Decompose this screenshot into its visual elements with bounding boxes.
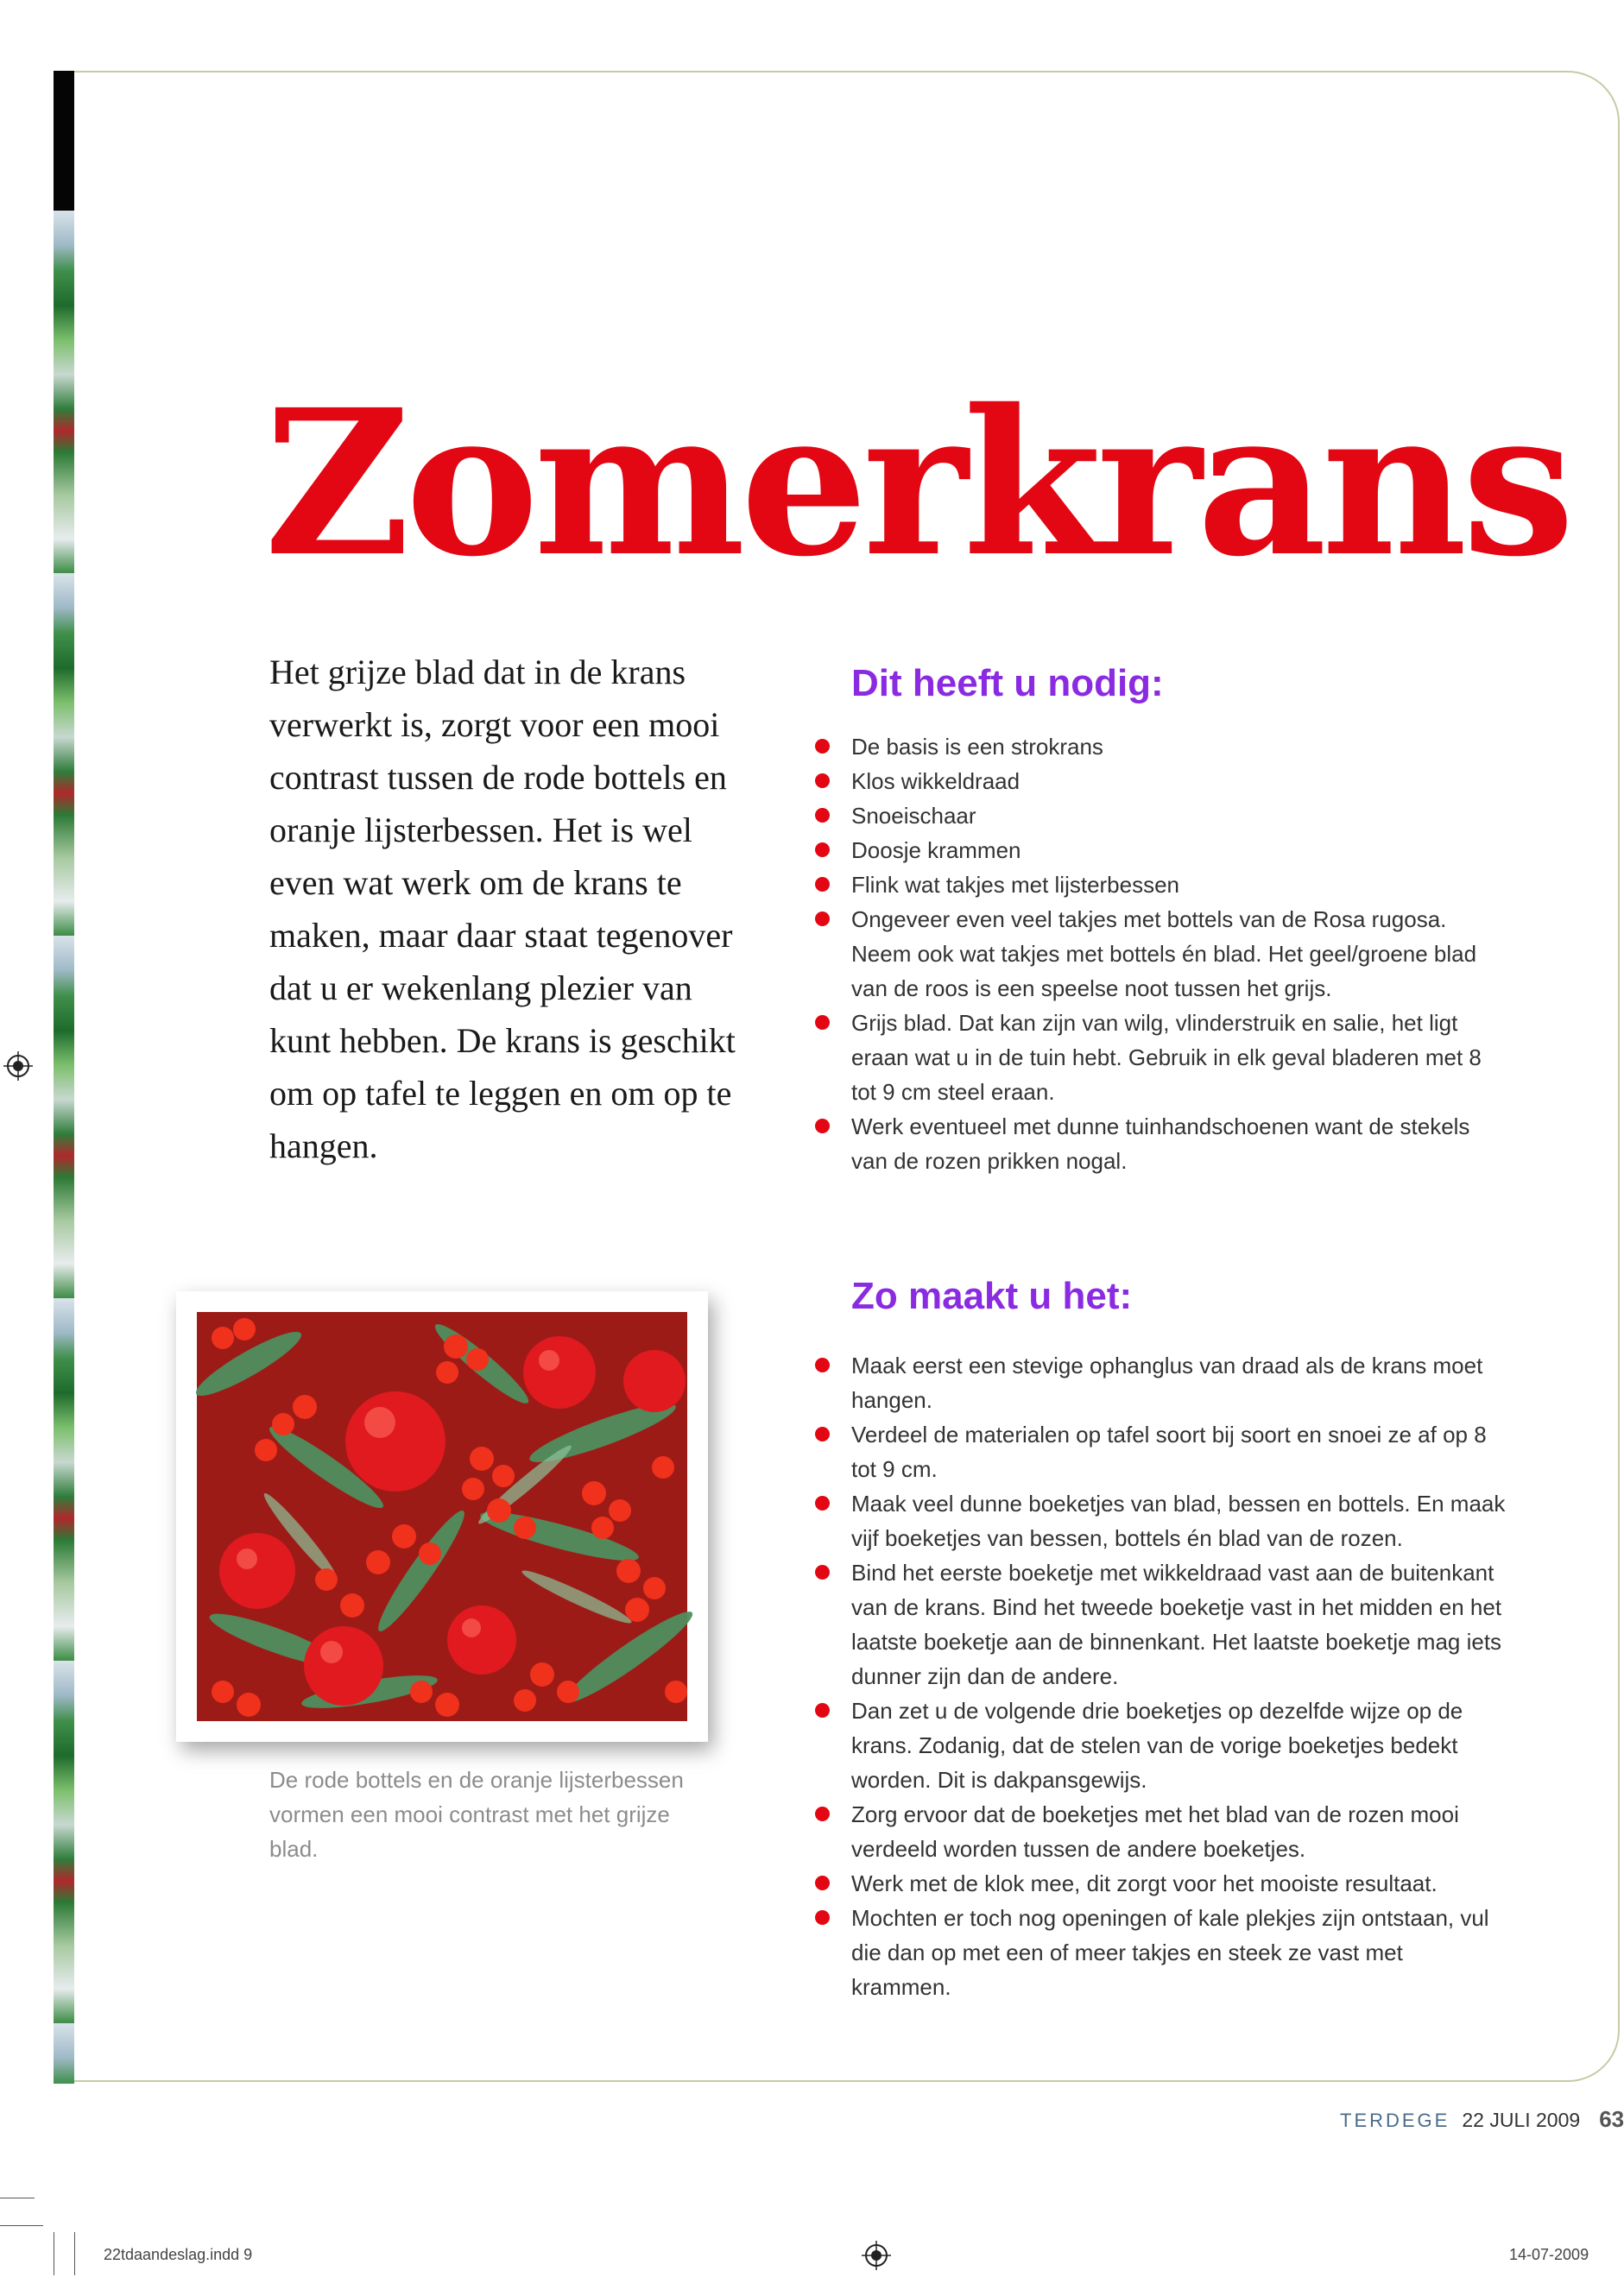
page-title: Zomerkrans — [264, 365, 1570, 601]
page-footer — [1340, 2106, 1624, 2133]
intro-paragraph: Het grijze blad dat in de krans verwerkt is, zorgt voor een mooi contrast tussen de rode bottels en oranje lijsterbessen. Het is wel even wat werk om de krans te maken, maar daar staat tegenover dat u er wekenlang plezier van kunt hebben. De krans is geschikt om op tafel te leggen en om op te hangen. — [269, 653, 736, 1165]
bullet-dot — [815, 808, 830, 823]
bullet-dot — [815, 1358, 830, 1372]
bullet-dot — [815, 1703, 830, 1718]
list-item: Zorg ervoor dat de boeketjes met het blad van de rozen mooi verdeeld worden tussen de andere boeketjes. — [815, 1797, 1506, 1866]
list-item: Maak eerst een stevige ophanglus van draad als de krans moet hangen. — [815, 1348, 1506, 1417]
bullet-dot — [815, 1119, 830, 1133]
needs-heading: Dit heeft u nodig: — [851, 662, 1164, 704]
needs-list — [815, 729, 1506, 1178]
list-item: Dan zet u de volgende drie boeketjes op dezelfde wijze op de krans. Zodanig, dat de stelen van de vorige boeketjes bedekt worden. Dit is dakpansgewijs. — [815, 1694, 1506, 1797]
bullet-dot — [815, 1876, 830, 1890]
slug-date: 14-07-2009 — [1509, 2246, 1589, 2263]
slug-filename: 22tdaandeslag.indd 9 — [104, 2246, 253, 2263]
list-item: Verdeel de materialen op tafel soort bij soort en snoei ze af op 8 tot 9 cm. — [815, 1417, 1506, 1486]
steps-list — [815, 1348, 1506, 2004]
page-number: 63 — [1599, 2106, 1624, 2132]
photo-caption: De rode bottels en de oranje lijsterbessen vormen een mooi contrast met het grijze blad. — [269, 1767, 684, 1862]
list-item: Doosje krammen — [815, 833, 1506, 867]
registration-mark-icon — [3, 1051, 33, 1081]
edge-strip-dark — [54, 71, 74, 211]
bullet-dot — [815, 1565, 830, 1580]
bullet-dot — [815, 1910, 830, 1925]
list-item: Mochten er toch nog openingen of kale plekjes zijn ontstaan, vul die dan op met een of meer takjes en steek ze vast met krammen. — [815, 1901, 1506, 2004]
bullet-dot — [815, 1015, 830, 1030]
list-item: Grijs blad. Dat kan zijn van wilg, vlinderstruik en salie, het ligt eraan wat u in de tuin hebt. Gebruik in elk geval bladeren met 8 tot 9 cm steel eraan. — [815, 1006, 1506, 1109]
list-item: Maak veel dunne boeketjes van blad, bessen en bottels. En maak vijf boeketjes van bessen, bottels én blad van de rozen. — [815, 1486, 1506, 1555]
wreath-berries-photo — [197, 1312, 687, 1721]
bullet-dot — [815, 842, 830, 857]
list-item: De basis is een strokrans — [815, 729, 1506, 764]
edge-photo-strip — [54, 211, 74, 2084]
registration-mark-icon — [862, 2241, 891, 2270]
bullet-dot — [815, 739, 830, 754]
list-item: Flink wat takjes met lijsterbessen — [815, 867, 1506, 902]
bullet-dot — [815, 773, 830, 788]
list-item: Ongeveer even veel takjes met bottels van de Rosa rugosa. Neem ook wat takjes met bottels én blad. Het geel/groene blad van de roos is een speelse noot tussen het grijs. — [815, 902, 1506, 1006]
issue-date: 22 JULI 2009 — [1462, 2109, 1581, 2131]
magazine-name: TERDEGE — [1340, 2110, 1450, 2131]
bullet-dot — [815, 1496, 830, 1511]
list-item: Werk met de klok mee, dit zorgt voor het mooiste resultaat. — [815, 1866, 1506, 1901]
bullet-dot — [815, 911, 830, 926]
crop-mark — [0, 2225, 43, 2226]
bullet-dot — [815, 1427, 830, 1441]
steps-heading: Zo maakt u het: — [851, 1275, 1133, 1317]
list-item: Snoeischaar — [815, 798, 1506, 833]
crop-mark — [74, 2232, 75, 2275]
list-item: Klos wikkeldraad — [815, 764, 1506, 798]
list-item: Bind het eerste boeketje met wikkeldraad vast aan de buitenkant van de krans. Bind het tweede boeketje vast in het midden en het laatste boeketje aan de binnenkant. Het laatste boeketje mag iets dunner zijn dan de andere. — [815, 1555, 1506, 1694]
list-item: Werk eventueel met dunne tuinhandschoenen want de stekels van de rozen prikken nogal. — [815, 1109, 1506, 1178]
bullet-dot — [815, 1807, 830, 1821]
bullet-dot — [815, 877, 830, 892]
